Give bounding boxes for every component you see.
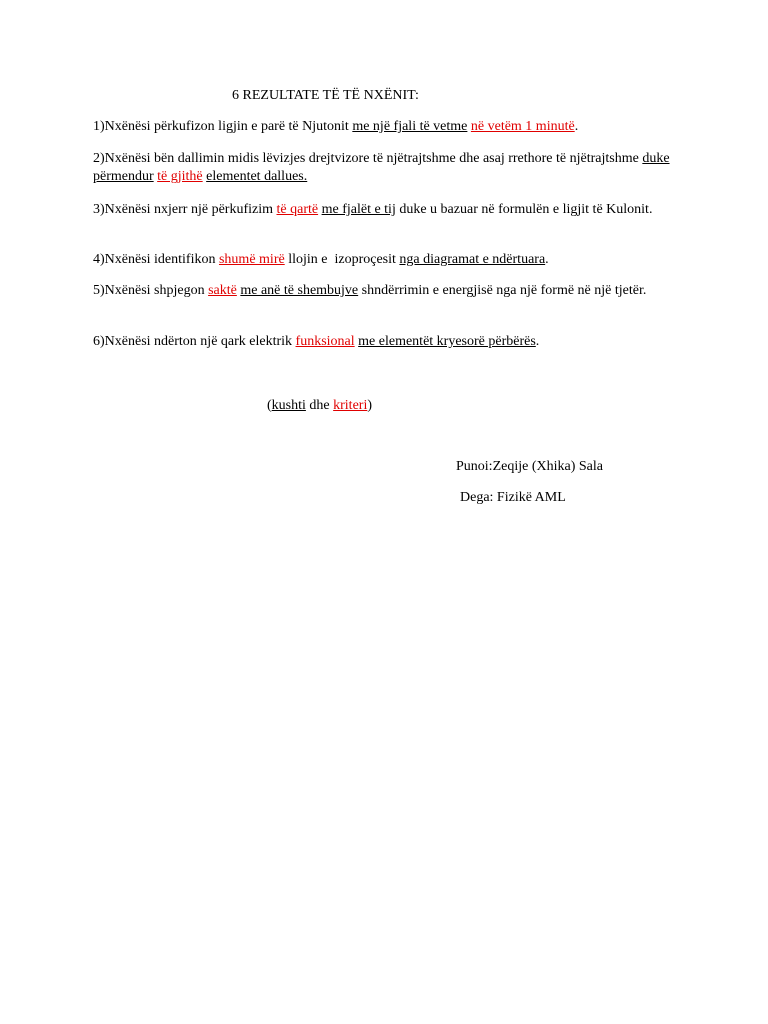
outcome-3-text: 3)Nxënësi nxjerr një përkufizim (93, 202, 277, 217)
outcome-5-text: 5)Nxënësi shpjegon (93, 283, 209, 298)
outcome-6-end: . (535, 334, 540, 349)
outcome-2-condition: duke përmendur (93, 151, 670, 184)
note-and-word: dhe (305, 398, 334, 413)
note-close-paren: ) (367, 398, 373, 413)
outcome-1 (93, 118, 683, 136)
outcome-3-condition: me fjalët e tij (321, 202, 396, 217)
author-line: Punoi:Zeqije (Xhika) Sala (456, 459, 603, 474)
outcome-1-text: 1)Nxënësi përkufizon ligjin e parë të Njutonit (93, 119, 353, 134)
outcome-3-criterion: të qartë (276, 202, 319, 217)
outcome-3-end: duke u bazuar në formulën e ligjit të Kulonit. (395, 202, 653, 217)
department-line: Dega: Fizikë AML (460, 490, 566, 505)
note-condition-word: kushti (271, 398, 306, 413)
outcome-4-text: 4)Nxënësi identifikon (93, 252, 219, 267)
outcome-2-condition-2: elementet dallues. (206, 169, 308, 184)
note-open-paren: ( (267, 398, 272, 413)
outcome-4-condition: nga diagramat e ndërtuara (399, 252, 546, 267)
condition-criterion-note (267, 397, 372, 415)
outcome-2-criterion: të gjithë (157, 169, 203, 184)
outcome-3 (93, 201, 683, 219)
outcome-4-criterion: shumë mirë (218, 252, 285, 267)
outcome-1-condition: me një fjali të vetme (352, 119, 468, 134)
outcome-4-middle: llojin e izoproçesit (284, 252, 400, 267)
outcome-6-condition: me elementët kryesorë përbërës (358, 334, 536, 349)
outcome-4-end: . (545, 252, 549, 267)
outcome-6-criterion: funksional (295, 334, 355, 349)
outcome-6 (93, 333, 683, 351)
outcome-5 (93, 282, 683, 300)
outcome-4 (93, 251, 683, 269)
outcome-5-end: shndërrimin e energjisë nga një formë në një tjetër. (358, 283, 647, 298)
outcome-1-criterion: në vetëm 1 minutë (470, 119, 575, 134)
outcome-5-condition: me anë të shembujve (240, 283, 359, 298)
document-title: 6 REZULTATE TË TË NXËNIT: (232, 88, 419, 103)
outcome-6-text: 6)Nxënësi ndërton një qark elektrik (93, 334, 296, 349)
outcome-2 (93, 150, 683, 186)
outcome-1-end: . (574, 119, 579, 134)
outcome-2-text: 2)Nxënësi bën dallimin midis lëvizjes drejtvizore të njëtrajtshme dhe asaj rrethore të njëtrajtshme (93, 151, 643, 166)
outcome-5-criterion: saktë (208, 283, 237, 298)
note-criterion-word: kriteri (333, 398, 368, 413)
